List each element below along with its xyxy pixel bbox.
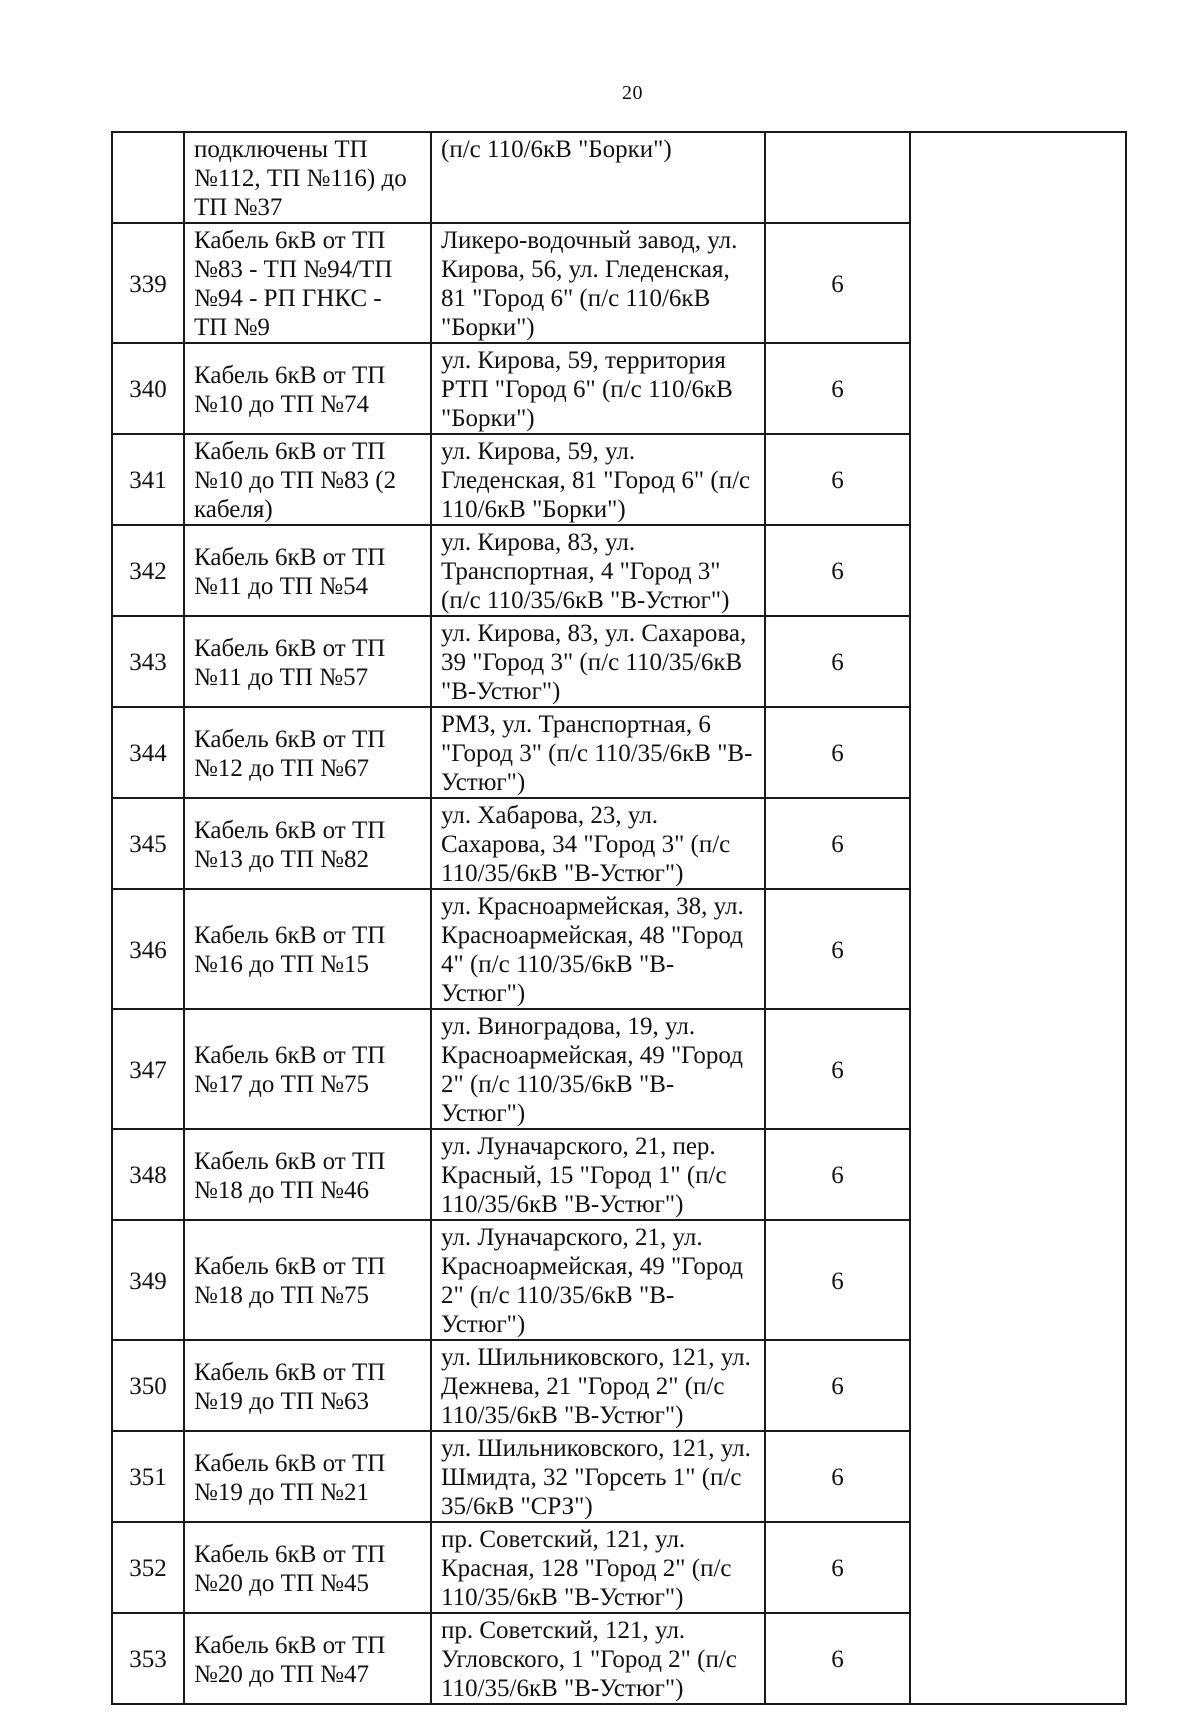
row-number: 350 [112,1340,184,1431]
cable-name: Кабель 6кВ от ТП №19 до ТП №21 [184,1431,431,1522]
cable-address: ул. Кирова, 83, ул. Сахарова, 39 "Город 3" (п/с 110/35/6кВ "В-Устюг") [431,616,765,707]
row-number: 341 [112,434,184,525]
cable-address: РМЗ, ул. Транспортная, 6 "Город 3" (п/с 110/35/6кВ "В-Устюг") [431,707,765,798]
voltage-kv: 6 [765,707,910,798]
cable-address: ул. Шильниковского, 121, ул. Шмидта, 32 "Горсеть 1" (п/с 35/6кВ "СРЗ") [431,1431,765,1522]
row-number: 347 [112,1009,184,1129]
row-number: 339 [112,223,184,343]
empty-cell [910,223,1126,1704]
row-number: 348 [112,1129,184,1220]
voltage-kv: 6 [765,223,910,343]
cable-name: Кабель 6кВ от ТП №18 до ТП №46 [184,1129,431,1220]
row-number: 343 [112,616,184,707]
voltage-kv: 6 [765,434,910,525]
cable-name: подключены ТП №112, ТП №116) до ТП №37 [184,132,431,223]
cable-address: ул. Хабарова, 23, ул. Сахарова, 34 "Город 3" (п/с 110/35/6кВ "В-Устюг") [431,798,765,889]
row-number [112,132,184,223]
row-number: 353 [112,1613,184,1704]
row-number: 346 [112,889,184,1009]
cable-name: Кабель 6кВ от ТП №18 до ТП №75 [184,1220,431,1340]
cable-address: пр. Советский, 121, ул. Угловского, 1 "Город 2" (п/с 110/35/6кВ "В-Устюг") [431,1613,765,1704]
voltage-kv: 6 [765,889,910,1009]
voltage-kv [765,132,910,223]
cable-name: Кабель 6кВ от ТП №20 до ТП №47 [184,1613,431,1704]
row-number: 351 [112,1431,184,1522]
cable-name: Кабель 6кВ от ТП №13 до ТП №82 [184,798,431,889]
cable-name: Кабель 6кВ от ТП №11 до ТП №54 [184,525,431,616]
empty-cell [910,132,1126,223]
cable-address: ул. Луначарского, 21, пер. Красный, 15 "Город 1" (п/с 110/35/6кВ "В-Устюг") [431,1129,765,1220]
voltage-kv: 6 [765,616,910,707]
voltage-kv: 6 [765,525,910,616]
voltage-kv: 6 [765,343,910,434]
cable-name: Кабель 6кВ от ТП №19 до ТП №63 [184,1340,431,1431]
cable-name: Кабель 6кВ от ТП №20 до ТП №45 [184,1522,431,1613]
row-number: 345 [112,798,184,889]
row-number: 349 [112,1220,184,1340]
cable-name: Кабель 6кВ от ТП №11 до ТП №57 [184,616,431,707]
cable-address: (п/с 110/6кВ "Борки") [431,132,765,223]
cable-address: ул. Виноградова, 19, ул. Красноармейская, 49 "Город 2" (п/с 110/35/6кВ "В-Устюг") [431,1009,765,1129]
row-number: 340 [112,343,184,434]
cable-address: ул. Кирова, 59, территория РТП "Город 6" (п/с 110/6кВ "Борки") [431,343,765,434]
cable-name: Кабель 6кВ от ТП №16 до ТП №15 [184,889,431,1009]
row-number: 344 [112,707,184,798]
voltage-kv: 6 [765,1220,910,1340]
voltage-kv: 6 [765,1340,910,1431]
cable-address: ул. Кирова, 83, ул. Транспортная, 4 "Город 3" (п/с 110/35/6кВ "В-Устюг") [431,525,765,616]
cable-table [111,131,1127,1705]
voltage-kv: 6 [765,1431,910,1522]
page-number: 20 [622,82,643,104]
cable-name: Кабель 6кВ от ТП №10 до ТП №83 (2 кабеля) [184,434,431,525]
voltage-kv: 6 [765,1129,910,1220]
cable-name: Кабель 6кВ от ТП №10 до ТП №74 [184,343,431,434]
cable-address: ул. Шильниковского, 121, ул. Дежнева, 21 "Город 2" (п/с 110/35/6кВ "В-Устюг") [431,1340,765,1431]
cable-name: Кабель 6кВ от ТП №17 до ТП №75 [184,1009,431,1129]
voltage-kv: 6 [765,798,910,889]
cable-address: Ликеро-водочный завод, ул. Кирова, 56, ул. Гледенская, 81 "Город 6" (п/с 110/6кВ "Борки") [431,223,765,343]
cable-address: пр. Советский, 121, ул. Красная, 128 "Город 2" (п/с 110/35/6кВ "В-Устюг") [431,1522,765,1613]
voltage-kv: 6 [765,1613,910,1704]
table-row [112,132,1126,223]
row-number: 342 [112,525,184,616]
cable-address: ул. Кирова, 59, ул. Гледенская, 81 "Город 6" (п/с 110/6кВ "Борки") [431,434,765,525]
cable-address: ул. Луначарского, 21, ул. Красноармейская, 49 "Город 2" (п/с 110/35/6кВ "В-Устюг") [431,1220,765,1340]
cable-name: Кабель 6кВ от ТП №83 - ТП №94/ТП №94 - РП ГНКС - ТП №9 [184,223,431,343]
voltage-kv: 6 [765,1522,910,1613]
cable-address: ул. Красноармейская, 38, ул. Красноармейская, 48 "Город 4" (п/с 110/35/6кВ "В-Устюг") [431,889,765,1009]
row-number: 352 [112,1522,184,1613]
cable-name: Кабель 6кВ от ТП №12 до ТП №67 [184,707,431,798]
voltage-kv: 6 [765,1009,910,1129]
table-row [112,223,1126,343]
